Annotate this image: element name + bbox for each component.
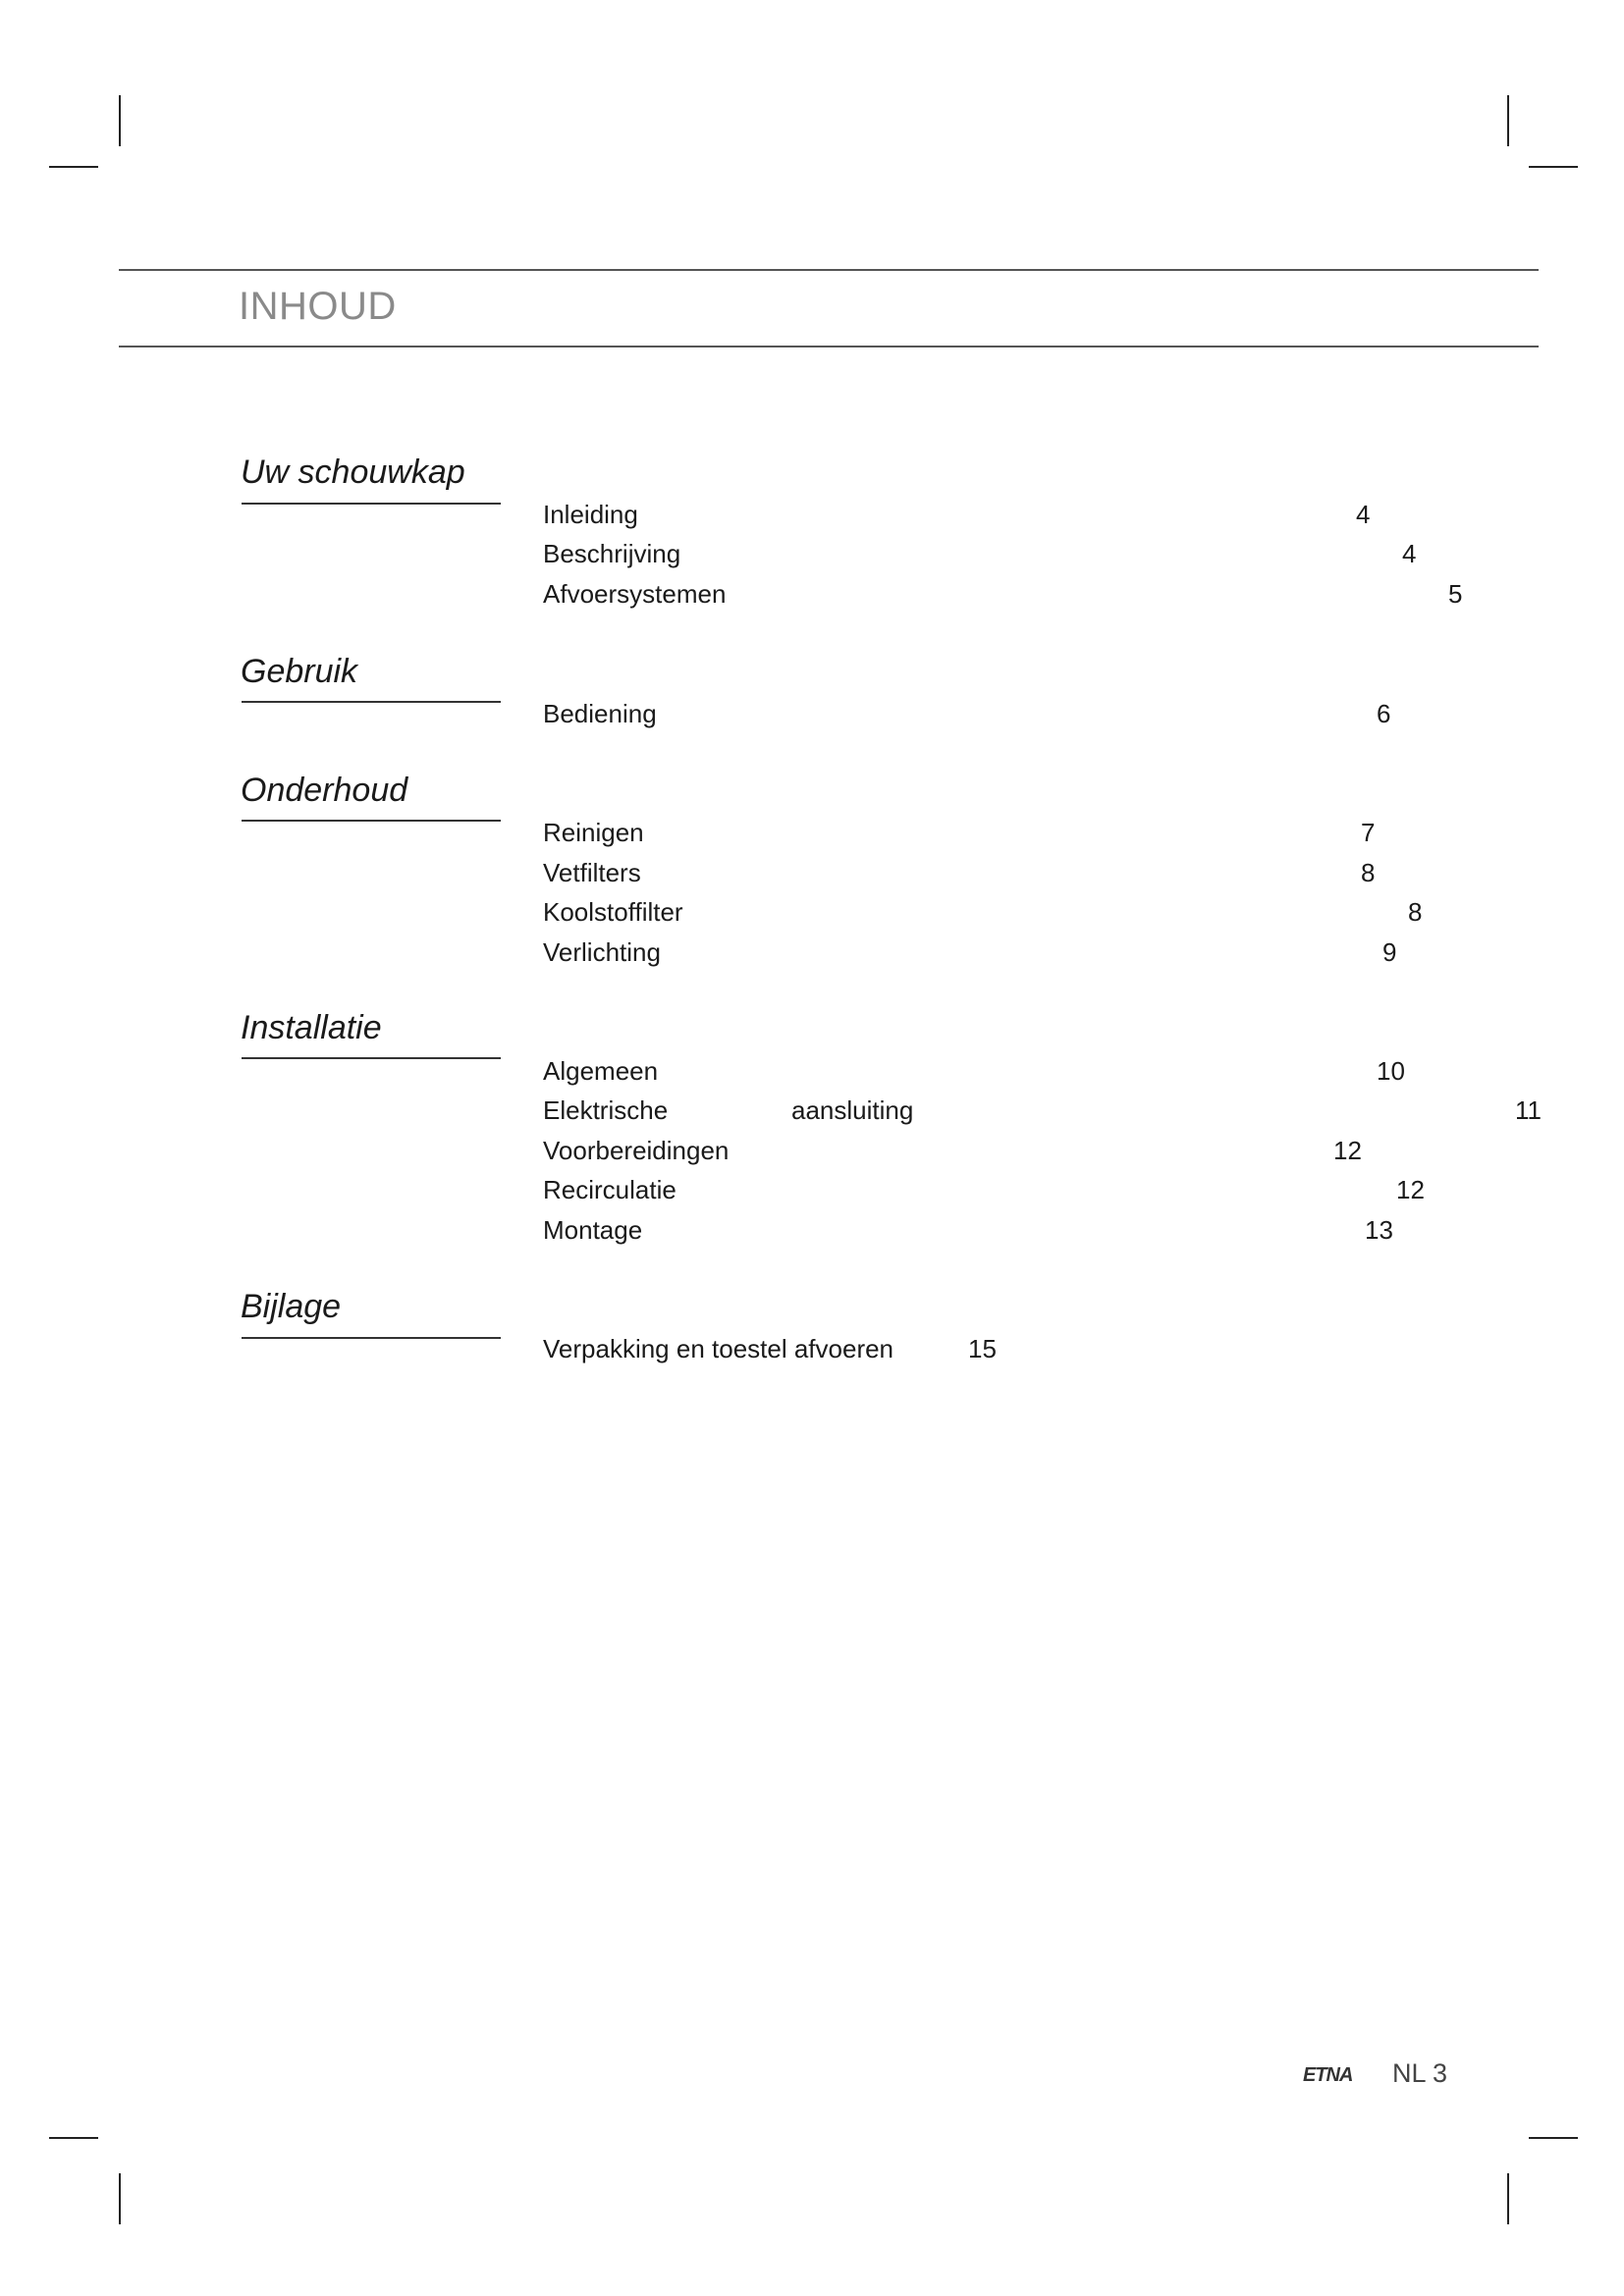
toc-entry-inleiding: Inleiding: [543, 500, 638, 529]
section-rule-uw-schouwkap: [242, 503, 501, 505]
toc-entry-verlichting: Verlichting: [543, 937, 661, 967]
section-title-uw-schouwkap: Uw schouwkap: [241, 454, 465, 491]
section-rule-gebruik: [242, 701, 501, 703]
section-rule-installatie: [242, 1057, 501, 1059]
section-title-gebruik: Gebruik: [241, 653, 358, 690]
etna-logo: ETNA: [1303, 2064, 1353, 2086]
section-title-onderhoud: Onderhoud: [241, 772, 408, 809]
toc-entry-koolstoffilter: Koolstoffilter: [543, 897, 683, 927]
toc-page-verpakking: 15: [968, 1334, 997, 1363]
toc-page-beschrijving: 4: [1402, 539, 1417, 568]
toc-page-voorbereidingen: 12: [1333, 1136, 1362, 1165]
crop-mark-top-left-horizontal: [49, 166, 98, 168]
toc-page-elektrische-aansluiting: 11: [1515, 1095, 1542, 1125]
crop-mark-top-right-horizontal: [1529, 166, 1578, 168]
section-rule-onderhoud: [242, 820, 501, 822]
toc-entry-vetfilters: Vetfilters: [543, 858, 641, 887]
crop-mark-top-left-vertical: [119, 95, 121, 146]
crop-mark-bottom-right-horizontal: [1529, 2137, 1578, 2139]
toc-page-montage: 13: [1365, 1215, 1393, 1245]
toc-entry-voorbereidingen: Voorbereidingen: [543, 1136, 730, 1165]
toc-entry-elektrische: Elektrische: [543, 1095, 669, 1125]
toc-page-recirculatie: 12: [1396, 1175, 1425, 1204]
toc-entry-bediening: Bediening: [543, 699, 657, 728]
toc-page-vetfilters: 8: [1361, 858, 1376, 887]
crop-mark-top-right-vertical: [1507, 95, 1509, 146]
crop-mark-bottom-left-horizontal: [49, 2137, 98, 2139]
toc-page-afvoersystemen: 5: [1448, 579, 1463, 609]
header-top-rule: [119, 269, 1539, 271]
toc-page-reinigen: 7: [1361, 818, 1376, 847]
toc-entry-aansluiting: aansluiting: [791, 1095, 914, 1125]
toc-entry-algemeen: Algemeen: [543, 1056, 659, 1086]
toc-page-koolstoffilter: 8: [1408, 897, 1423, 927]
toc-entry-montage: Montage: [543, 1215, 643, 1245]
crop-mark-bottom-left-vertical: [119, 2173, 121, 2224]
section-rule-bijlage: [242, 1337, 501, 1339]
page-title: INHOUD: [239, 285, 397, 328]
toc-entry-afvoersystemen: Afvoersystemen: [543, 579, 727, 609]
toc-page-algemeen: 10: [1377, 1056, 1405, 1086]
section-title-bijlage: Bijlage: [241, 1288, 342, 1325]
toc-entry-reinigen: Reinigen: [543, 818, 644, 847]
toc-page-inleiding: 4: [1356, 500, 1371, 529]
toc-page-verlichting: 9: [1382, 937, 1397, 967]
toc-entry-verpakking: Verpakking en toestel afvoeren: [543, 1334, 894, 1363]
crop-mark-bottom-right-vertical: [1507, 2173, 1509, 2224]
toc-page-bediening: 6: [1377, 699, 1391, 728]
header-bottom-rule: [119, 346, 1539, 347]
toc-entry-recirculatie: Recirculatie: [543, 1175, 677, 1204]
section-title-installatie: Installatie: [241, 1009, 382, 1046]
page-number: NL 3: [1392, 2058, 1448, 2088]
toc-entry-beschrijving: Beschrijving: [543, 539, 681, 568]
